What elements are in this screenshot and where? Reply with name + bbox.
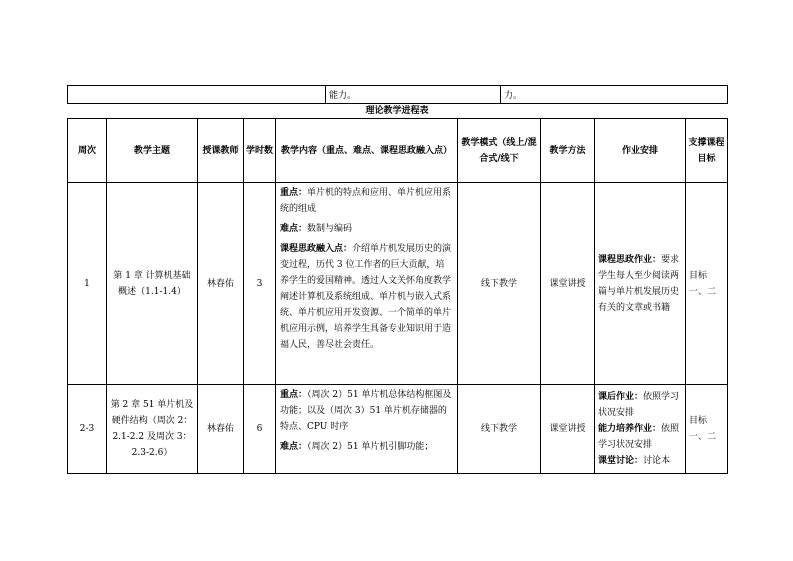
- homework-label: 课后作业：: [598, 392, 644, 402]
- key-point-text: （周次 2）51 单片机总体结构框图及功能；以及（周次 3）51 单片机存储器的特点、CPU 时序: [280, 390, 452, 432]
- cell-topic: 第 2 章 51 单片机及硬件结构（周次 2：2.1-2.2 及周次 3：2.3-2.6）: [107, 385, 198, 474]
- cell-week: 2-3: [68, 385, 107, 474]
- header-topic: 教学主题: [107, 119, 198, 183]
- ideology-point: [280, 241, 453, 353]
- cell-week: 1: [68, 183, 107, 385]
- teaching-schedule-table: [67, 118, 728, 474]
- table-cell: [68, 86, 326, 104]
- cell-content: [276, 183, 458, 385]
- table-row: [68, 385, 728, 474]
- header-content: 教学内容（重点、难点、课程思政融入点）: [276, 119, 458, 183]
- cell-teacher: 林春佑: [198, 385, 244, 474]
- table-cell: 能力。: [326, 86, 501, 104]
- difficulty: [280, 221, 453, 237]
- homework-text: 要求学生每人至少阅读两篇与单片机发展历史有关的文章或书籍: [598, 254, 680, 313]
- key-point-label: 重点：: [280, 390, 308, 400]
- header-row: [68, 119, 728, 183]
- header-hours: 学时数: [244, 119, 276, 183]
- cell-homework: [595, 385, 686, 474]
- table-cell: 力。: [501, 86, 728, 104]
- table-row: [68, 86, 728, 104]
- homework-text: 依照学习状况安排: [598, 392, 680, 418]
- cell-hours: 6: [244, 385, 276, 474]
- homework-label: 课程思政作业：: [598, 254, 662, 265]
- header-teacher: 授课教师: [198, 119, 244, 183]
- ideology-label: 课程思政融入点：: [280, 244, 353, 254]
- homework-clip: [598, 389, 682, 469]
- difficulty-label: 难点：: [280, 442, 308, 452]
- ability-homework-label: 能力培养作业：: [598, 424, 662, 434]
- discussion-label: 课堂讨论：: [598, 456, 644, 466]
- cell-hours: 3: [244, 183, 276, 385]
- table-row: [68, 183, 728, 385]
- header-week: 周次: [68, 119, 107, 183]
- key-point-text: 单片机的特点和应用、单片机应用系统的组成: [280, 188, 452, 214]
- previous-table-tail: [67, 85, 728, 104]
- table-caption: 理论教学进程表: [365, 106, 429, 116]
- cell-method: 课堂讲授: [541, 183, 595, 385]
- ideology-text: 介绍单片机发展历史的演变过程，历代 3 位工作者的巨大贡献，培养学生的爱国精神。透过人文关怀角度教学阐述计算机及系统组成、单片机与嵌入式系统、单片机应用开发资源、一个简单的单片机应用示例，培养学生具备专业知识用于造福人民，善尽社会责任。: [280, 244, 452, 350]
- key-point: [280, 387, 453, 435]
- key-point: [280, 185, 453, 217]
- content-clip: [280, 387, 453, 467]
- cell-homework: [595, 183, 686, 385]
- discussion-text: 讨论本: [643, 456, 671, 466]
- cell-goals: 目标一、二: [686, 385, 728, 474]
- cell-mode: 线下教学: [458, 385, 541, 474]
- cell-topic: 第 1 章 计算机基础概述（1.1-1.4）: [107, 183, 198, 385]
- ability-homework-text: 依照学习状况安排: [598, 424, 680, 450]
- cell-content: [276, 385, 458, 474]
- header-mode: 教学模式（线上/混合式/线下: [458, 119, 541, 183]
- cell-teacher: 林春佑: [198, 183, 244, 385]
- cell-method: 课堂讲授: [541, 385, 595, 474]
- difficulty: [280, 439, 453, 455]
- key-point-label: 重点：: [280, 188, 308, 198]
- header-method: 教学方法: [541, 119, 595, 183]
- cell-mode: 线下教学: [458, 183, 541, 385]
- header-homework: 作业安排: [595, 119, 686, 183]
- header-goals: 支撑课程目标: [686, 119, 728, 183]
- difficulty-text: （周次 2）51 单片机引脚功能；: [307, 442, 434, 452]
- difficulty-text: 数制与编码: [307, 224, 353, 234]
- difficulty-label: 难点：: [280, 224, 308, 234]
- cell-goals: 目标一、二: [686, 183, 728, 385]
